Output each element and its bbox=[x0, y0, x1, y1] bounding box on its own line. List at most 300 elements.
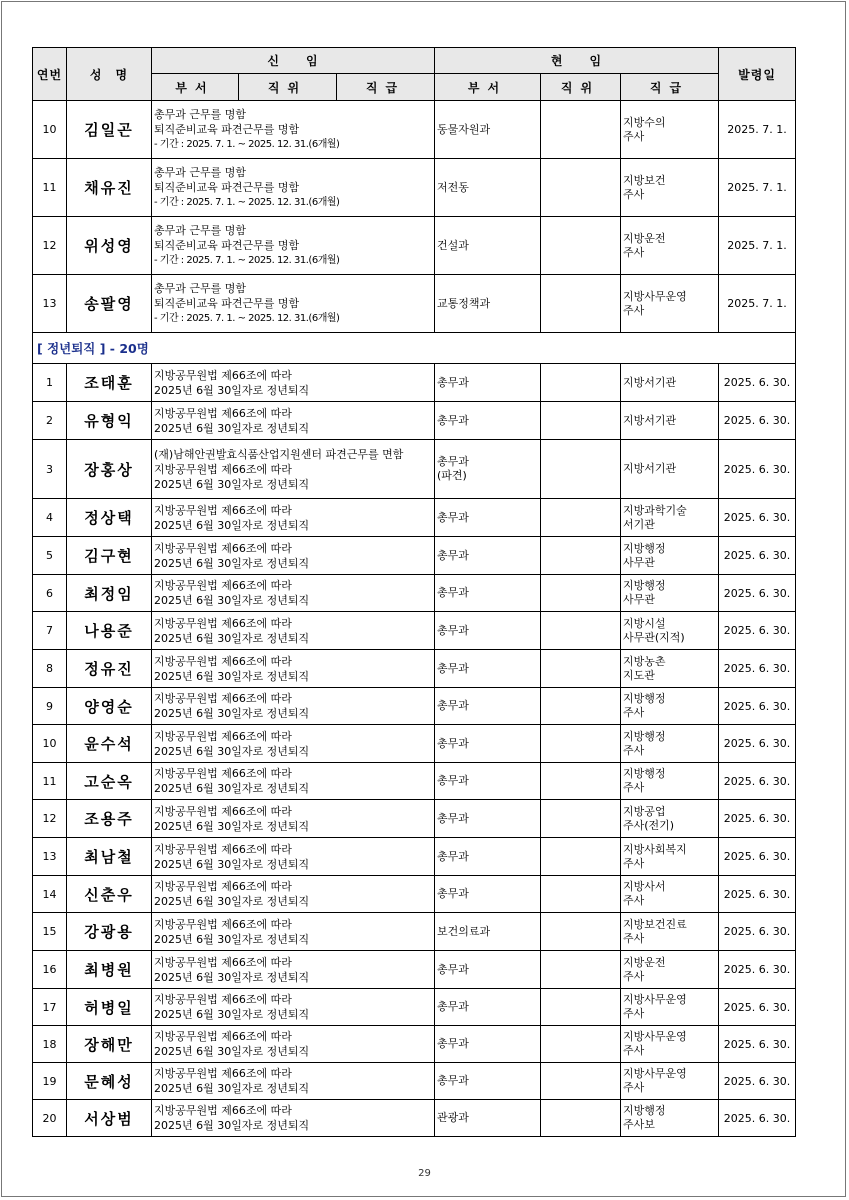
text-line: 총무과 bbox=[437, 661, 469, 675]
table-row bbox=[33, 217, 796, 275]
text-line: 교통정책과 bbox=[437, 296, 491, 310]
header-date: 발령일 bbox=[719, 48, 796, 101]
appointment-date: 2025. 7. 1. bbox=[719, 159, 796, 217]
text-line: 지방보건 bbox=[623, 173, 666, 187]
current-grade bbox=[621, 913, 719, 951]
text-line: 2025년 6월 30일자로 정년퇴직 bbox=[154, 744, 310, 758]
text-line: 지방행정 bbox=[623, 767, 666, 780]
text-line: 총무과 근무를 명함 bbox=[154, 224, 247, 237]
text-line: 주사 bbox=[623, 706, 645, 719]
table-row bbox=[33, 1026, 796, 1063]
page-number: 29 bbox=[418, 1168, 431, 1179]
current-dept bbox=[435, 440, 541, 499]
new-post-description bbox=[152, 364, 435, 402]
text-line: 2025년 6월 30일자로 정년퇴직 bbox=[154, 594, 310, 607]
row-number: 4 bbox=[33, 499, 67, 537]
appointment-date: 2025. 6. 30. bbox=[719, 575, 796, 612]
table-row bbox=[33, 499, 796, 537]
new-post-description bbox=[152, 838, 435, 876]
personnel-table bbox=[32, 47, 796, 1137]
text-line: 총무과 bbox=[437, 510, 469, 524]
new-post-description bbox=[152, 876, 435, 913]
current-grade bbox=[621, 217, 719, 275]
section-b-body bbox=[33, 364, 796, 1137]
text-line: 지방사무운영 bbox=[623, 289, 687, 303]
text-line: 지방공무원법 제66조에 따라 bbox=[154, 1067, 292, 1080]
current-grade bbox=[621, 499, 719, 537]
text-line: 퇴직준비교육 파견근무를 명함 bbox=[154, 123, 300, 136]
current-grade bbox=[621, 440, 719, 499]
row-number: 14 bbox=[33, 876, 67, 913]
appointment-date: 2025. 6. 30. bbox=[719, 688, 796, 725]
text-line: 지방공무원법 제66조에 따라 bbox=[154, 616, 292, 630]
table-row bbox=[33, 763, 796, 800]
text-line: 퇴직준비교육 파견근무를 명함 bbox=[154, 239, 300, 252]
appointment-date: 2025. 6. 30. bbox=[719, 876, 796, 913]
current-dept bbox=[435, 402, 541, 440]
person-name: 고순옥 bbox=[67, 763, 152, 800]
row-number: 3 bbox=[33, 440, 67, 499]
text-line: 2025년 6월 30일자로 정년퇴직 bbox=[154, 932, 310, 946]
current-dept bbox=[435, 913, 541, 951]
person-name: 정유진 bbox=[67, 650, 152, 688]
appointment-date: 2025. 6. 30. bbox=[719, 1100, 796, 1137]
text-line: 총무과 bbox=[437, 699, 469, 712]
row-number: 10 bbox=[33, 101, 67, 159]
new-post-description bbox=[152, 275, 435, 333]
header-new-dept: 부서 bbox=[152, 74, 239, 101]
header-new-post: 신 임 bbox=[152, 48, 435, 74]
text-line: 지방공무원법 제66조에 따라 bbox=[154, 541, 292, 555]
text-line: 지방행정 bbox=[623, 1104, 666, 1117]
current-grade bbox=[621, 800, 719, 838]
table-row bbox=[33, 612, 796, 650]
row-number: 15 bbox=[33, 913, 67, 951]
current-position bbox=[541, 575, 621, 612]
table-row bbox=[33, 364, 796, 402]
appointment-date: 2025. 6. 30. bbox=[719, 364, 796, 402]
row-number: 11 bbox=[33, 159, 67, 217]
table-header bbox=[33, 48, 796, 101]
row-number: 16 bbox=[33, 951, 67, 989]
row-number: 6 bbox=[33, 575, 67, 612]
text-line: 2025년 6월 30일자로 정년퇴직 bbox=[154, 970, 310, 984]
text-line: (파견) bbox=[437, 469, 467, 482]
current-position bbox=[541, 364, 621, 402]
table-row bbox=[33, 688, 796, 725]
person-name: 채유진 bbox=[67, 159, 152, 217]
section-title-body bbox=[33, 333, 796, 364]
text-line: - 기간 : 2025. 7. 1. ~ 2025. 12. 31.(6개월) bbox=[154, 313, 340, 324]
header-current-position: 직위 bbox=[541, 74, 621, 101]
text-line: 총무과 bbox=[437, 1037, 469, 1050]
text-line: 지도관 bbox=[623, 668, 655, 682]
table-row bbox=[33, 876, 796, 913]
new-post-description bbox=[152, 499, 435, 537]
text-line: 지방공무원법 제66조에 따라 bbox=[154, 1104, 292, 1117]
text-line: 지방공무원법 제66조에 따라 bbox=[154, 368, 292, 382]
current-grade bbox=[621, 612, 719, 650]
text-line: 총무과 근무를 명함 bbox=[154, 282, 247, 295]
current-dept bbox=[435, 537, 541, 575]
row-number: 13 bbox=[33, 275, 67, 333]
text-line: 총무과 bbox=[437, 774, 469, 787]
text-line: 지방사서 bbox=[623, 880, 666, 893]
table-row bbox=[33, 951, 796, 989]
text-line: 지방수의 bbox=[623, 115, 666, 129]
row-number: 5 bbox=[33, 537, 67, 575]
text-line: 동물자원과 bbox=[437, 122, 491, 136]
text-line: 총무과 근무를 명함 bbox=[154, 108, 247, 121]
appointment-date: 2025. 6. 30. bbox=[719, 800, 796, 838]
text-line: 지방운전 bbox=[623, 231, 666, 245]
current-position bbox=[541, 688, 621, 725]
person-name: 나용준 bbox=[67, 612, 152, 650]
text-line: 주사 bbox=[623, 856, 645, 870]
text-line: 주사(전기) bbox=[623, 818, 675, 832]
person-name: 김구현 bbox=[67, 537, 152, 575]
current-dept bbox=[435, 688, 541, 725]
text-line: 주사 bbox=[623, 969, 645, 983]
current-grade bbox=[621, 725, 719, 763]
current-grade bbox=[621, 838, 719, 876]
current-dept bbox=[435, 1100, 541, 1137]
table-row bbox=[33, 1100, 796, 1137]
new-post-description bbox=[152, 575, 435, 612]
row-number: 12 bbox=[33, 217, 67, 275]
text-line: 지방행정 bbox=[623, 692, 666, 705]
table-row bbox=[33, 275, 796, 333]
new-post-description bbox=[152, 612, 435, 650]
appointment-date: 2025. 6. 30. bbox=[719, 537, 796, 575]
appointment-date: 2025. 6. 30. bbox=[719, 951, 796, 989]
current-position bbox=[541, 876, 621, 913]
new-post-description bbox=[152, 402, 435, 440]
new-post-description bbox=[152, 800, 435, 838]
text-line: 지방공무원법 제66조에 따라 bbox=[154, 767, 292, 780]
text-line: 총무과 bbox=[437, 375, 469, 389]
text-line: 지방공무원법 제66조에 따라 bbox=[154, 917, 292, 931]
current-grade bbox=[621, 275, 719, 333]
current-dept bbox=[435, 725, 541, 763]
current-position bbox=[541, 1100, 621, 1137]
text-line: 2025년 6월 30일자로 정년퇴직 bbox=[154, 421, 310, 435]
text-line: 지방공무원법 제66조에 따라 bbox=[154, 1030, 292, 1043]
text-line: 2025년 6월 30일자로 정년퇴직 bbox=[154, 383, 310, 397]
new-post-description bbox=[152, 217, 435, 275]
current-dept bbox=[435, 499, 541, 537]
text-line: 지방공무원법 제66조에 따라 bbox=[154, 842, 292, 856]
text-line: 지방보건진료 bbox=[623, 917, 687, 931]
appointment-date: 2025. 6. 30. bbox=[719, 763, 796, 800]
current-position bbox=[541, 763, 621, 800]
current-grade bbox=[621, 1063, 719, 1100]
current-position bbox=[541, 838, 621, 876]
text-line: 주사 bbox=[623, 187, 645, 201]
header-current-post: 현 임 bbox=[435, 48, 719, 74]
table-row bbox=[33, 575, 796, 612]
new-post-description bbox=[152, 537, 435, 575]
appointment-date: 2025. 7. 1. bbox=[719, 275, 796, 333]
current-grade bbox=[621, 989, 719, 1026]
table-row bbox=[33, 800, 796, 838]
text-line: 주사보 bbox=[623, 1118, 655, 1131]
appointment-date: 2025. 6. 30. bbox=[719, 499, 796, 537]
person-name: 조태훈 bbox=[67, 364, 152, 402]
text-line: 주사 bbox=[623, 1007, 645, 1020]
text-line: 주사 bbox=[623, 781, 645, 794]
appointment-date: 2025. 6. 30. bbox=[719, 913, 796, 951]
text-line: 2025년 6월 30일자로 정년퇴직 bbox=[154, 631, 310, 645]
current-grade bbox=[621, 1100, 719, 1137]
text-line: 2025년 6월 30일자로 정년퇴직 bbox=[154, 1045, 310, 1058]
text-line: 지방농촌 bbox=[623, 654, 666, 668]
text-line: (재)남해안권발효식품산업지원센터 파견근무를 면함 bbox=[154, 447, 404, 461]
text-line: 지방공업 bbox=[623, 804, 666, 818]
table-row bbox=[33, 1063, 796, 1100]
person-name: 양영순 bbox=[67, 688, 152, 725]
appointment-date: 2025. 6. 30. bbox=[719, 612, 796, 650]
current-position bbox=[541, 650, 621, 688]
person-name: 강광용 bbox=[67, 913, 152, 951]
text-line: 2025년 6월 30일자로 정년퇴직 bbox=[154, 669, 310, 683]
current-dept bbox=[435, 800, 541, 838]
text-line: 2025년 6월 30일자로 정년퇴직 bbox=[154, 518, 310, 532]
appointment-date: 2025. 6. 30. bbox=[719, 1063, 796, 1100]
text-line: 퇴직준비교육 파견근무를 명함 bbox=[154, 297, 300, 310]
table-row bbox=[33, 537, 796, 575]
row-number: 10 bbox=[33, 725, 67, 763]
text-line: 주사 bbox=[623, 743, 645, 757]
text-line: 지방공무원법 제66조에 따라 bbox=[154, 729, 292, 743]
text-line: 주사 bbox=[623, 1044, 645, 1057]
person-name: 조용주 bbox=[67, 800, 152, 838]
current-position bbox=[541, 440, 621, 499]
header-current-dept: 부서 bbox=[435, 74, 541, 101]
appointment-date: 2025. 6. 30. bbox=[719, 1026, 796, 1063]
header-new-grade: 직급 bbox=[337, 74, 435, 101]
current-position bbox=[541, 800, 621, 838]
current-position bbox=[541, 217, 621, 275]
text-line: 총무과 bbox=[437, 623, 469, 637]
row-number: 12 bbox=[33, 800, 67, 838]
person-name: 송팔영 bbox=[67, 275, 152, 333]
row-number: 7 bbox=[33, 612, 67, 650]
current-position bbox=[541, 537, 621, 575]
table-row bbox=[33, 989, 796, 1026]
text-line: 주사 bbox=[623, 931, 645, 945]
header-no: 연번 bbox=[33, 48, 67, 101]
text-line: 지방공무원법 제66조에 따라 bbox=[154, 503, 292, 517]
current-grade bbox=[621, 688, 719, 725]
current-position bbox=[541, 725, 621, 763]
text-line: 총무과 bbox=[437, 811, 469, 825]
text-line: 지방과학기술 bbox=[623, 503, 687, 517]
text-line: 지방행정 bbox=[623, 729, 666, 743]
text-line: 주사 bbox=[623, 245, 645, 259]
text-line: 2025년 6월 30일자로 정년퇴직 bbox=[154, 707, 310, 720]
current-dept bbox=[435, 1063, 541, 1100]
new-post-description bbox=[152, 650, 435, 688]
text-line: 지방공무원법 제66조에 따라 bbox=[154, 993, 292, 1006]
text-line: 총무과 bbox=[437, 962, 469, 976]
new-post-description bbox=[152, 1100, 435, 1137]
text-line: 2025년 6월 30일자로 정년퇴직 bbox=[154, 1008, 310, 1021]
text-line: 주사 bbox=[623, 303, 645, 317]
current-dept bbox=[435, 364, 541, 402]
person-name: 신춘우 bbox=[67, 876, 152, 913]
current-position bbox=[541, 101, 621, 159]
text-line: 지방서기관 bbox=[623, 375, 677, 389]
person-name: 유형익 bbox=[67, 402, 152, 440]
text-line: 지방공무원법 제66조에 따라 bbox=[154, 579, 292, 592]
table-row bbox=[33, 913, 796, 951]
current-dept bbox=[435, 217, 541, 275]
text-line: 지방공무원법 제66조에 따라 bbox=[154, 692, 292, 705]
text-line: 지방공무원법 제66조에 따라 bbox=[154, 880, 292, 893]
row-number: 13 bbox=[33, 838, 67, 876]
person-name: 장해만 bbox=[67, 1026, 152, 1063]
text-line: 지방행정 bbox=[623, 579, 666, 592]
current-position bbox=[541, 275, 621, 333]
person-name: 문혜성 bbox=[67, 1063, 152, 1100]
appointment-date: 2025. 6. 30. bbox=[719, 838, 796, 876]
row-number: 17 bbox=[33, 989, 67, 1026]
current-grade bbox=[621, 101, 719, 159]
current-dept bbox=[435, 101, 541, 159]
current-dept bbox=[435, 159, 541, 217]
text-line: 2025년 6월 30일자로 정년퇴직 bbox=[154, 819, 310, 833]
current-position bbox=[541, 951, 621, 989]
text-line: 2025년 6월 30일자로 정년퇴직 bbox=[154, 895, 310, 908]
row-number: 11 bbox=[33, 763, 67, 800]
current-grade bbox=[621, 951, 719, 989]
new-post-description bbox=[152, 763, 435, 800]
current-grade bbox=[621, 575, 719, 612]
text-line: 2025년 6월 30일자로 정년퇴직 bbox=[154, 556, 310, 570]
text-line: 지방공무원법 제66조에 따라 bbox=[154, 462, 292, 476]
current-dept bbox=[435, 838, 541, 876]
text-line: 관광과 bbox=[437, 1111, 469, 1124]
row-number: 9 bbox=[33, 688, 67, 725]
person-name: 서상범 bbox=[67, 1100, 152, 1137]
text-line: 총무과 bbox=[437, 736, 469, 750]
text-line: 지방공무원법 제66조에 따라 bbox=[154, 654, 292, 668]
current-position bbox=[541, 1063, 621, 1100]
current-grade bbox=[621, 159, 719, 217]
appointment-date: 2025. 6. 30. bbox=[719, 650, 796, 688]
appointment-date: 2025. 6. 30. bbox=[719, 402, 796, 440]
new-post-description bbox=[152, 725, 435, 763]
text-line: 주사 bbox=[623, 1081, 645, 1094]
table-row bbox=[33, 440, 796, 499]
text-line: 사무관 bbox=[623, 593, 655, 606]
text-line: 지방공무원법 제66조에 따라 bbox=[154, 955, 292, 969]
person-name: 정상택 bbox=[67, 499, 152, 537]
new-post-description bbox=[152, 688, 435, 725]
text-line: - 기간 : 2025. 7. 1. ~ 2025. 12. 31.(6개월) bbox=[154, 197, 340, 208]
current-grade bbox=[621, 876, 719, 913]
person-name: 허병일 bbox=[67, 989, 152, 1026]
current-dept bbox=[435, 763, 541, 800]
text-line: 지방사회복지 bbox=[623, 842, 687, 856]
text-line: 2025년 6월 30일자로 정년퇴직 bbox=[154, 1082, 310, 1095]
text-line: 퇴직준비교육 파견근무를 명함 bbox=[154, 181, 300, 194]
new-post-description bbox=[152, 913, 435, 951]
section-title: [ 정년퇴직 ] - 20명 bbox=[33, 333, 796, 364]
header-name: 성 명 bbox=[67, 48, 152, 101]
current-position bbox=[541, 1026, 621, 1063]
new-post-description bbox=[152, 951, 435, 989]
person-name: 장홍상 bbox=[67, 440, 152, 499]
header-current-grade: 직급 bbox=[621, 74, 719, 101]
text-line: 지방운전 bbox=[623, 955, 666, 969]
row-number: 18 bbox=[33, 1026, 67, 1063]
table-row bbox=[33, 159, 796, 217]
text-line: 2025년 6월 30일자로 정년퇴직 bbox=[154, 782, 310, 795]
text-line: 총무과 bbox=[437, 413, 469, 427]
person-name: 김일곤 bbox=[67, 101, 152, 159]
new-post-description bbox=[152, 1026, 435, 1063]
text-line: 총무과 bbox=[437, 586, 469, 599]
text-line: 지방서기관 bbox=[623, 462, 677, 475]
text-line: 총무과 bbox=[437, 455, 469, 468]
text-line: 서기관 bbox=[623, 517, 655, 531]
current-position bbox=[541, 612, 621, 650]
text-line: 총무과 bbox=[437, 849, 469, 863]
text-line: 총무과 근무를 명함 bbox=[154, 166, 247, 179]
person-name: 최남철 bbox=[67, 838, 152, 876]
text-line: 사무관(지적) bbox=[623, 630, 685, 644]
person-name: 최병원 bbox=[67, 951, 152, 989]
current-dept bbox=[435, 989, 541, 1026]
person-name: 위성영 bbox=[67, 217, 152, 275]
text-line: 보건의료과 bbox=[437, 924, 491, 938]
text-line: 지방사무운영 bbox=[623, 1030, 687, 1043]
appointment-date: 2025. 7. 1. bbox=[719, 217, 796, 275]
text-line: 지방시설 bbox=[623, 616, 666, 630]
current-position bbox=[541, 989, 621, 1026]
appointment-date: 2025. 7. 1. bbox=[719, 101, 796, 159]
person-name: 윤수석 bbox=[67, 725, 152, 763]
text-line: - 기간 : 2025. 7. 1. ~ 2025. 12. 31.(6개월) bbox=[154, 139, 340, 150]
text-line: 총무과 bbox=[437, 887, 469, 900]
text-line: 사무관 bbox=[623, 555, 655, 569]
current-grade bbox=[621, 763, 719, 800]
current-dept bbox=[435, 275, 541, 333]
current-dept bbox=[435, 876, 541, 913]
new-post-description bbox=[152, 159, 435, 217]
text-line: 2025년 6월 30일자로 정년퇴직 bbox=[154, 857, 310, 871]
text-line: 주사 bbox=[623, 894, 645, 907]
row-number: 20 bbox=[33, 1100, 67, 1137]
header-new-position: 직위 bbox=[239, 74, 337, 101]
current-position bbox=[541, 913, 621, 951]
text-line: 주사 bbox=[623, 129, 645, 143]
section-a-body bbox=[33, 101, 796, 333]
text-line: 2025년 6월 30일자로 정년퇴직 bbox=[154, 1119, 310, 1132]
table-row bbox=[33, 650, 796, 688]
current-position bbox=[541, 402, 621, 440]
text-line: 지방사무운영 bbox=[623, 993, 687, 1006]
new-post-description bbox=[152, 440, 435, 499]
table-row bbox=[33, 101, 796, 159]
appointment-date: 2025. 6. 30. bbox=[719, 989, 796, 1026]
current-grade bbox=[621, 1026, 719, 1063]
current-grade bbox=[621, 537, 719, 575]
current-dept bbox=[435, 612, 541, 650]
current-dept bbox=[435, 951, 541, 989]
